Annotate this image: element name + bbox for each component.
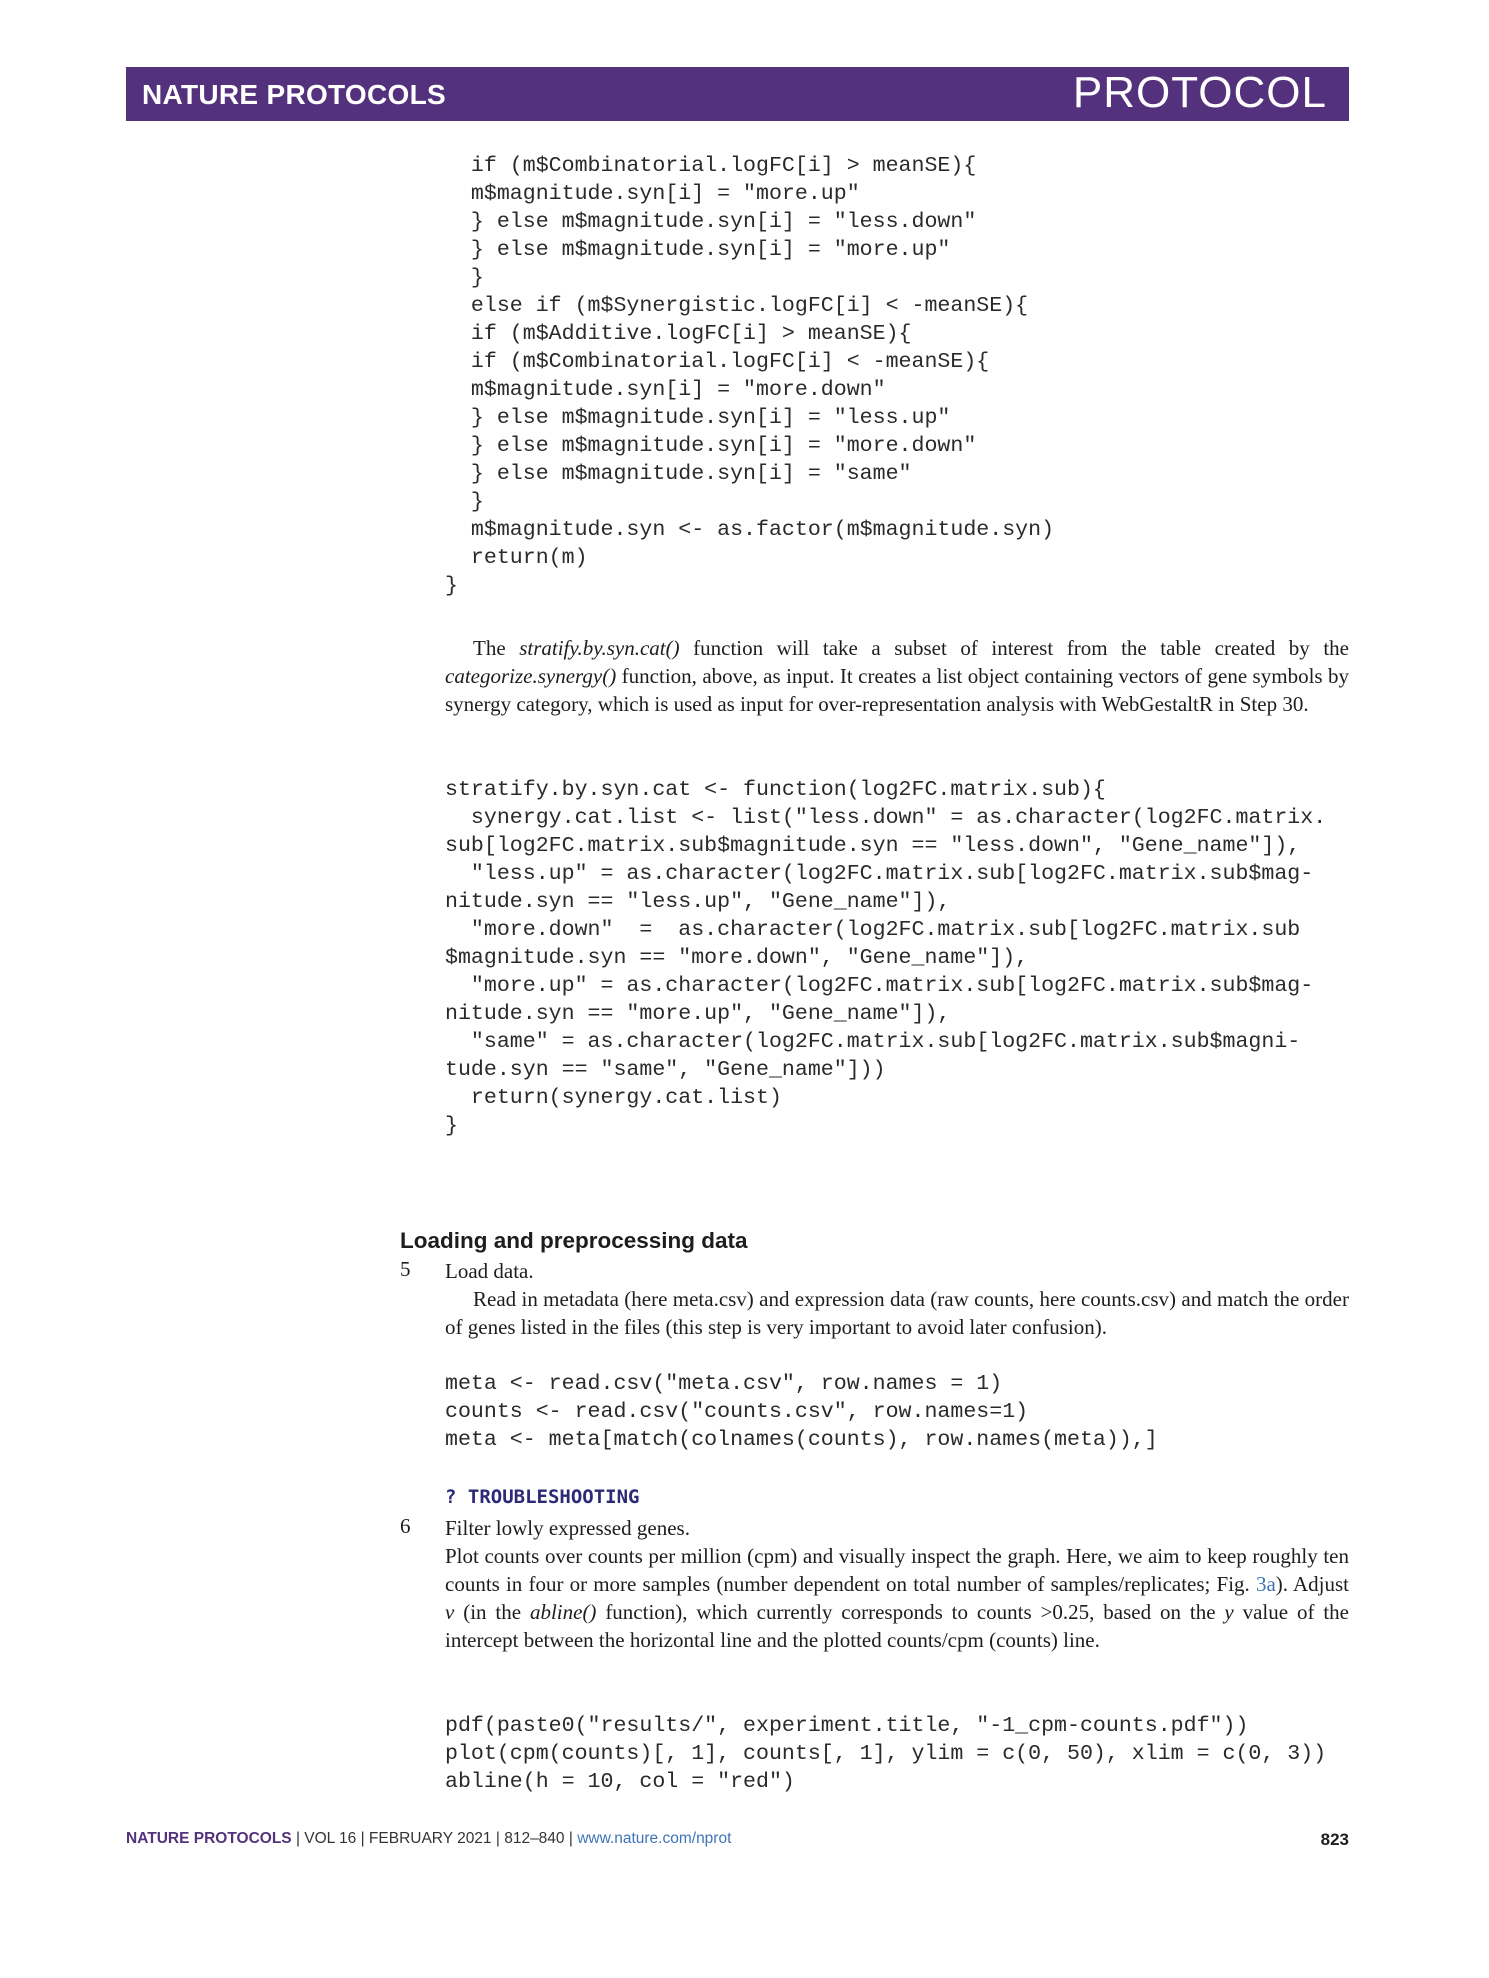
code-line: else if (m$Synergistic.logFC[i] < -meanSE){ (445, 294, 1029, 318)
code-line: if (m$Combinatorial.logFC[i] > meanSE){ (445, 154, 977, 178)
code-line: } else m$magnitude.syn[i] = "less.down" (445, 210, 977, 234)
code-block-step6 (445, 1712, 1355, 1802)
footer-url-link[interactable]: www.nature.com/nprot (577, 1830, 732, 1847)
article-type: PROTOCOL (1072, 68, 1327, 117)
code-line: meta <- meta[match(colnames(counts), row.names(meta)),] (445, 1428, 1158, 1452)
step-body: Read in metadata (here meta.csv) and expression data (raw counts, here counts.csv) and match the order of genes listed in the files (this step is very important to avoid later confusion). (445, 1287, 1349, 1339)
code-line: nitude.syn == "less.up", "Gene_name"]), (445, 890, 951, 914)
code-block-step5 (445, 1370, 1355, 1460)
code-line: plot(cpm(counts)[, 1], counts[, 1], ylim = c(0, 50), xlim = c(0, 3)) (445, 1742, 1327, 1766)
code-line: "more.up" = as.character(log2FC.matrix.sub[log2FC.matrix.sub$mag- (445, 974, 1314, 998)
code-line: "more.down" = as.character(log2FC.matrix.sub[log2FC.matrix.sub (445, 918, 1301, 942)
code-line: } else m$magnitude.syn[i] = "more.up" (445, 238, 951, 262)
figure-link[interactable]: 3a (1255, 1572, 1276, 1596)
step-body: Plot counts over counts per million (cpm) and visually inspect the graph. Here, we aim to keep roughly ten counts in four or more samples (number dependent on total number of samples/replicates; Fig. 3a). Adjust v (in the abline() function), which currently corresponds to counts >0.25, based on the y value of the intercept between the horizontal line and the plotted counts/cpm (counts) line. (445, 1544, 1350, 1652)
section-heading: Loading and preprocessing data (400, 1228, 748, 1253)
step-title: Filter lowly expressed genes. (445, 1516, 690, 1540)
page-number: 823 (1320, 1830, 1349, 1849)
code-line: abline(h = 10, col = "red") (445, 1770, 795, 1794)
code-line: } (445, 266, 484, 290)
code-line: meta <- read.csv("meta.csv", row.names = 1) (445, 1372, 1003, 1396)
code-line: } (445, 1114, 458, 1138)
paragraph-stratify: The stratify.by.syn.cat() function will take a subset of interest from the table created by the categorize.synergy() function, above, as input. It creates a list object containing vectors of gene symbols by synergy category, which is used as input for over-representation analysis with WebGestaltR in Step 30. (445, 636, 1349, 716)
code-line: m$magnitude.syn[i] = "more.down" (445, 378, 886, 402)
code-line: } else m$magnitude.syn[i] = "less.up" (445, 406, 951, 430)
code-block-2 (445, 776, 1355, 1146)
function-name: stratify.by.syn.cat() (519, 636, 680, 660)
code-line: stratify.by.syn.cat <- function(log2FC.matrix.sub){ (445, 778, 1106, 802)
step-number: 5 (400, 1257, 411, 1281)
step-title: Load data. (445, 1259, 534, 1283)
step-number: 6 (400, 1514, 411, 1538)
step-6-text (445, 1514, 1349, 1654)
code-line: if (m$Combinatorial.logFC[i] < -meanSE){ (445, 350, 990, 374)
code-line: tude.syn == "same", "Gene_name"])) (445, 1058, 886, 1082)
code-line: nitude.syn == "more.up", "Gene_name"]), (445, 1002, 951, 1026)
footer-date: FEBRUARY 2021 (368, 1830, 492, 1847)
code-line: synergy.cat.list <- list("less.down" = as.character(log2FC.matrix. (445, 806, 1327, 830)
code-line: "less.up" = as.character(log2FC.matrix.sub[log2FC.matrix.sub$mag- (445, 862, 1314, 886)
journal-name: NATURE PROTOCOLS (142, 79, 446, 110)
footer-journal: NATURE PROTOCOLS (126, 1830, 292, 1847)
code-line: if (m$Additive.logFC[i] > meanSE){ (445, 322, 912, 346)
code-line: m$magnitude.syn[i] = "more.up" (445, 182, 860, 206)
code-line: sub[log2FC.matrix.sub$magnitude.syn == "less.down", "Gene_name"]), (445, 834, 1301, 858)
code-line: $magnitude.syn == "more.down", "Gene_name"]), (445, 946, 1029, 970)
footer-pages: 812–840 (504, 1830, 565, 1847)
code-line: } (445, 574, 458, 598)
code-line: return(m) (445, 546, 588, 570)
troubleshooting-label: ? TROUBLESHOOTING (445, 1486, 640, 1508)
code-line: pdf(paste0("results/", experiment.title, "-1_cpm-counts.pdf")) (445, 1714, 1249, 1738)
code-line: "same" = as.character(log2FC.matrix.sub[log2FC.matrix.sub$magni- (445, 1030, 1301, 1054)
footer-volume: VOL 16 (304, 1830, 357, 1847)
code-line: m$magnitude.syn <- as.factor(m$magnitude.syn) (445, 518, 1055, 542)
journal-header-bar (126, 67, 1349, 121)
code-line: return(synergy.cat.list) (445, 1086, 782, 1110)
code-line: } (445, 490, 484, 514)
code-line: counts <- read.csv("counts.csv", row.names=1) (445, 1400, 1029, 1424)
code-block-1 (445, 152, 1355, 612)
step-5-text (445, 1257, 1349, 1341)
code-line: } else m$magnitude.syn[i] = "same" (445, 462, 912, 486)
function-name: categorize.synergy() (445, 664, 617, 688)
page-footer: NATURE PROTOCOLS | VOL 16 | FEBRUARY 2021 | 812–840 | www.nature.com/nprot 823 (126, 1830, 1349, 1849)
code-line: } else m$magnitude.syn[i] = "more.down" (445, 434, 977, 458)
